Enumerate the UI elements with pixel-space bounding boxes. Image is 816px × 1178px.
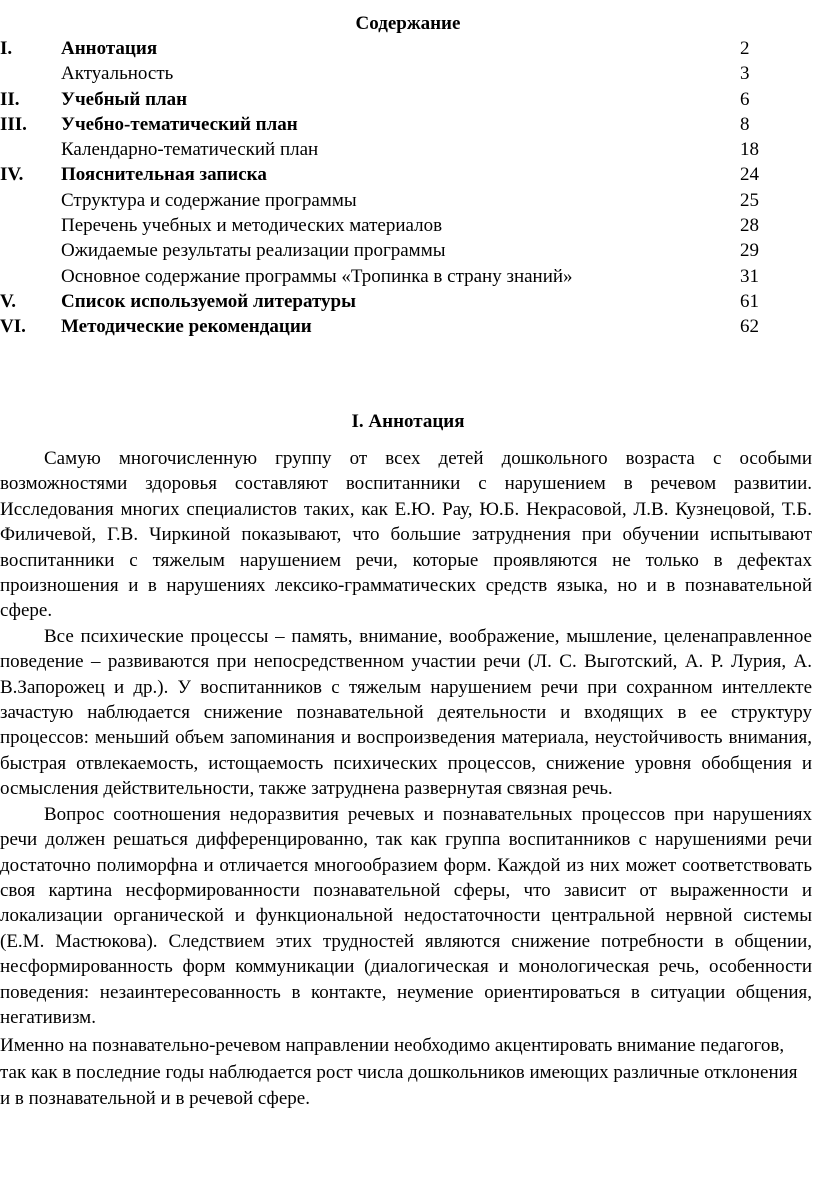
toc-entry — [0, 188, 816, 213]
toc-entry-page: 28 — [740, 215, 759, 237]
toc-entry — [0, 36, 816, 61]
toc-entry-page: 8 — [740, 113, 750, 135]
toc-entry-label: Перечень учебных и методических материалов — [61, 215, 443, 237]
toc-entry-label: Учебно-тематический план — [61, 113, 298, 135]
toc-entry-number: V. — [0, 290, 17, 312]
paragraph: Все психические процессы – память, внимание, воображение, мышление, целенаправленное поведение – развиваются при непосредственном участии речи (Л. С. Выготский, А. Р. Лурия, А. В.Запорожец и др.). У воспитанников с тяжелым нарушением речи при сохранном интеллекте зачастую наблюдается снижение познавательной деятельности и входящих в ее структуру процессов: меньший объем запоминания и воспроизведения материала, неустойчивость внимания, быстрая отвлекаемость, истощаемость психических процессов, снижение уровня обобщения и осмысления действительности, также затруднена развернутая связная речь. — [0, 625, 812, 800]
toc-entry-page: 2 — [740, 38, 750, 59]
toc-entry — [0, 238, 816, 263]
toc-entry-label: Методические рекомендации — [61, 316, 312, 338]
toc-entry-page: 6 — [740, 88, 750, 110]
toc-entry-page: 24 — [740, 164, 759, 186]
toc-entry-label: Основное содержание программы «Тропинка в страну знаний» — [61, 265, 573, 287]
toc-entry-page: 18 — [740, 139, 759, 161]
toc-entry — [0, 61, 816, 86]
paragraph: Вопрос соотношения недоразвития речевых и познавательных процессов при нарушениях речи должен решаться дифференцированно, так как группа воспитанников с нарушениями речи достаточно полиморфна и отличается многообразием форм. Каждой из них может соответствовать своя картина несформированности познавательной сферы, что зависит от выраженности и локализации органической и функциональной недостаточности центральной нервной системы (Е.М. Мастюкова). Следствием этих трудностей являются снижение потребности в общении, несформированность форм коммуникации (диалогическая и монологическая речь, особенности поведения: незаинтересованность в контакте, неумение ориентироваться в ситуации общения, негативизм. — [0, 803, 812, 1028]
toc-entry — [0, 112, 816, 137]
toc-entry — [0, 289, 816, 314]
toc-entry-number: VI. — [0, 316, 26, 338]
toc-entry-number: I. — [0, 38, 13, 59]
toc-entry-label: Структура и содержание программы — [61, 189, 357, 211]
toc-entry — [0, 162, 816, 187]
toc-entry-label: Ожидаемые результаты реализации программы — [61, 240, 446, 262]
toc-entry-label: Пояснительная записка — [61, 164, 267, 186]
toc-entry-label: Актуальность — [61, 63, 174, 85]
toc-entry-label: Аннотация — [61, 38, 158, 59]
toc-entry-label: Календарно-тематический план — [61, 139, 319, 161]
toc-entry — [0, 314, 816, 339]
toc-entry — [0, 87, 816, 112]
table-of-contents — [0, 36, 816, 340]
toc-entry — [0, 213, 816, 238]
toc-entry-number: II. — [0, 88, 20, 110]
annotation-body — [0, 446, 812, 1113]
toc-entry-number: IV. — [0, 164, 24, 186]
toc-entry-page: 3 — [740, 63, 750, 85]
toc-entry — [0, 137, 816, 162]
paragraph: Именно на познавательно-речевом направлении необходимо акцентировать внимание педагогов, так как в последние годы наблюдается рост числа дошкольников имеющих различные отклонения и в познавательной и в речевой сфере. — [0, 1035, 798, 1110]
toc-entry-page: 29 — [740, 240, 759, 262]
section-title: I. Аннотация — [351, 411, 465, 432]
toc-entry-number: III. — [0, 113, 27, 135]
paragraph: Самую многочисленную группу от всех детей дошкольного возраста с особыми возможностями здоровья составляют воспитанники с нарушением в речевом развитии. Исследования многих специалистов таких, как Е.Ю. Рау, Ю.Б. Некрасовой, Л.В. Кузнецовой, Т.Б. Филичевой, Г.В. Чиркиной показывают, что большие затруднения при обучении испытывают воспитанники с тяжелым нарушением речи, которые проявляются не только в дефектах произношения и в нарушениях лексико-грамматических средств языка, но и в познавательной сфере. — [0, 448, 812, 622]
toc-entry-label: Учебный план — [61, 88, 188, 110]
toc-entry-page: 61 — [740, 290, 759, 312]
toc-entry-page: 25 — [740, 189, 759, 211]
toc-entry-page: 31 — [740, 265, 759, 287]
toc-entry-page: 62 — [740, 316, 759, 338]
toc-title: Содержание — [355, 13, 461, 34]
toc-entry-label: Список используемой литературы — [61, 290, 356, 312]
toc-entry — [0, 264, 816, 289]
